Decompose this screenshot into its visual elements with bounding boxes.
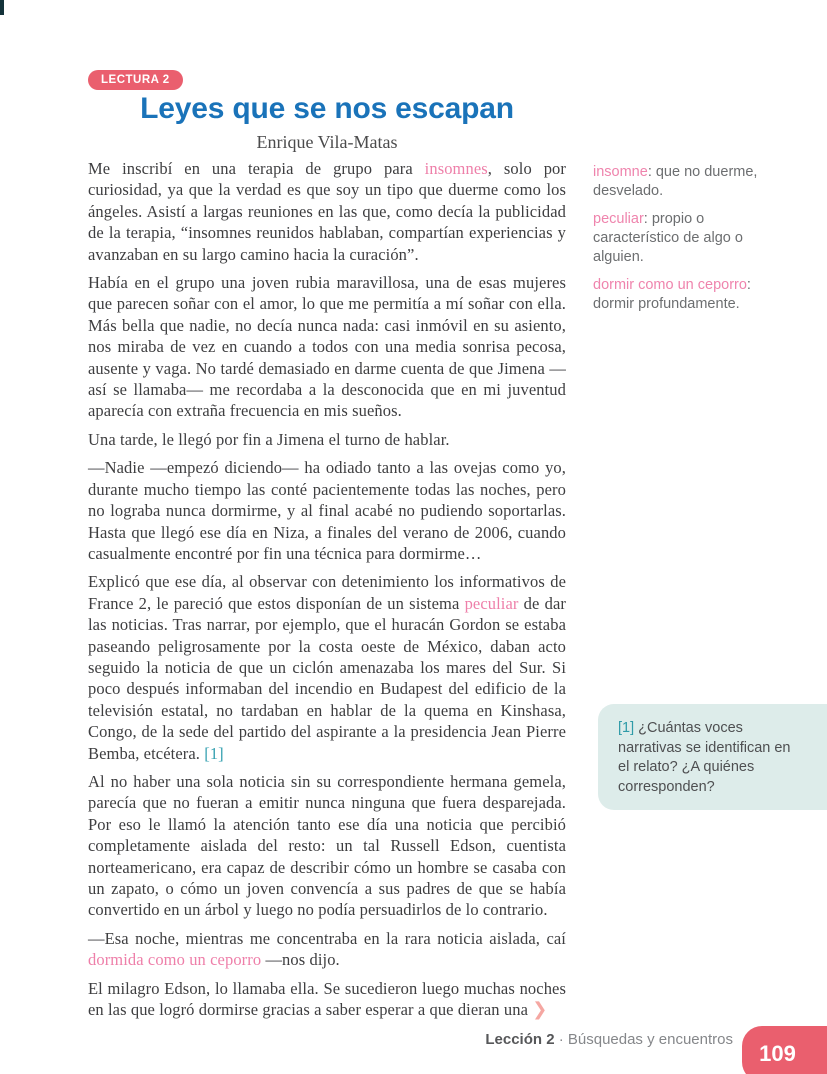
glossary-term: insomne: [593, 164, 648, 180]
glossary-definition: : propio o característico de algo o alguien.: [593, 211, 743, 265]
glossary-item: [593, 276, 773, 314]
lectura-badge: LECTURA 2: [88, 70, 183, 90]
glossary-definition: : que no duerme, desvelado.: [593, 164, 758, 199]
footer-unit-label: · Búsquedas y encuentros: [554, 1031, 733, 1048]
glossary: [593, 163, 773, 323]
glossary-definition: : dormir profundamente.: [593, 277, 751, 312]
text-segment: —Esa noche, mientras me concentraba en la rara noticia aislada, caí: [88, 928, 566, 948]
reading-text: [88, 158, 566, 1027]
glossary-item: [593, 210, 773, 267]
text-segment: Al no haber una sola noticia sin su correspondiente hermana gemela, parecía que no fueran a emitir nunca ninguna que fuera desparejada. Por eso le llamó la atención tanto ese día una noticia que percibió completamente aislada del resto: un tal Russell Edson, cuentista norteamericano, era capaz de describir cómo un hombre se casaba con un zapato, o cómo un joven convencía a sus padres de que se había convertido en un árbol y luego no podía persuadirlos de lo contrario.: [88, 771, 566, 920]
text-segment: , solo por curiosidad, ya que la verdad es que soy un tipo que duerme como los ángeles. Asistí a largas reuniones en las que, como decía la publicidad de la terapia, “insomnes reunidos hablaban, compartían experiencias y avanzaban en su largo camino hacia la curación”.: [88, 159, 567, 264]
paragraph: [88, 429, 566, 450]
text-segment: de dar las noticias. Tras narrar, por ejemplo, que el huracán Gordon se estaba paseando peligrosamente por la costa oeste de México, daban acto seguido la noticia de que un ciclón amenazaba los mares del Sur. Si poco después informaban del incendio en Budapest del edificio de la televisión estatal, no tardaban en hablar de la quema en Kinshasa, Congo, de la sede del partido del aspirante a la presidencia Jean Pierre Bemba, etcétera.: [88, 593, 566, 763]
text-segment: Había en el grupo una joven rubia maravillosa, una de esas mujeres que parecen soñar con el amor, lo que me permitía a mí soñar con ella. Más bella que nadie, no decía nunca nada: casi inmóvil en su asiento, nos miraba de vez en cuando a todos con una media sonrisa pecosa, ausente y vaga. No tardé demasiado en darme cuenta de que Jimena —así se llamaba— me recordaba a la desconocida que en mi juventud aparecía con extraña frecuencia en mis sueños.: [88, 273, 566, 421]
page-number-badge: 109: [742, 1026, 827, 1074]
activity-question-text: ¿Cuántas voces narrativas se identifican en el relato? ¿A quiénes corresponden?: [618, 720, 791, 795]
glossary-item: [593, 163, 773, 201]
text-segment: —nos dijo.: [261, 950, 340, 970]
vocab-word: insomnes: [424, 159, 488, 178]
page-corner-mark: [0, 0, 4, 15]
glossary-term: dormir como un ceporro: [593, 277, 747, 293]
paragraph: [88, 571, 566, 764]
text-segment: Me inscribí en una terapia de grupo para: [88, 159, 425, 178]
text-segment: —Nadie —empezó diciendo— ha odiado tanto a las ovejas como yo, durante mucho tiempo las conté pacientemente todas las noches, pero no lograba nunca dormirme, y al final acabé no pudiendo soportarlas. Hasta que llegó ese día en Niza, a finales del verano de 2006, cuando casualmente encontré por fin una técnica para dormirme…: [88, 458, 566, 563]
vocab-word: dormida como un ceporro: [88, 950, 262, 970]
footer-breadcrumb: [485, 1031, 733, 1048]
continuation-chevron-icon: ❯: [532, 999, 548, 1021]
activity-question: [618, 719, 792, 797]
paragraph: [88, 978, 566, 1021]
footer-lesson-label: Lección 2: [485, 1031, 555, 1048]
paragraph: [88, 457, 566, 564]
activity-marker: [1]: [618, 720, 635, 736]
vocab-word: peculiar: [464, 593, 519, 613]
text-segment: El milagro Edson, lo llamaba ella. Se sucedieron luego muchas noches en las que logró dormirse gracias a saber esperar a que dieran una: [88, 978, 566, 1020]
paragraph: [88, 771, 566, 921]
reading-title: Leyes que se nos escapan: [140, 92, 514, 125]
paragraph: [88, 158, 566, 265]
footnote-marker: [1]: [204, 743, 224, 763]
text-segment: Explicó que ese día, al observar con detenimiento los informativos de France 2, le pareció que estos disponían de un sistema: [88, 572, 566, 613]
paragraph: [88, 272, 566, 422]
reading-author: Enrique Vila-Matas: [256, 132, 398, 152]
text-segment: Una tarde, le llegó por fin a Jimena el turno de hablar.: [88, 429, 450, 449]
glossary-term: peculiar: [593, 211, 644, 227]
paragraph: [88, 928, 566, 971]
activity-box: [598, 704, 827, 810]
